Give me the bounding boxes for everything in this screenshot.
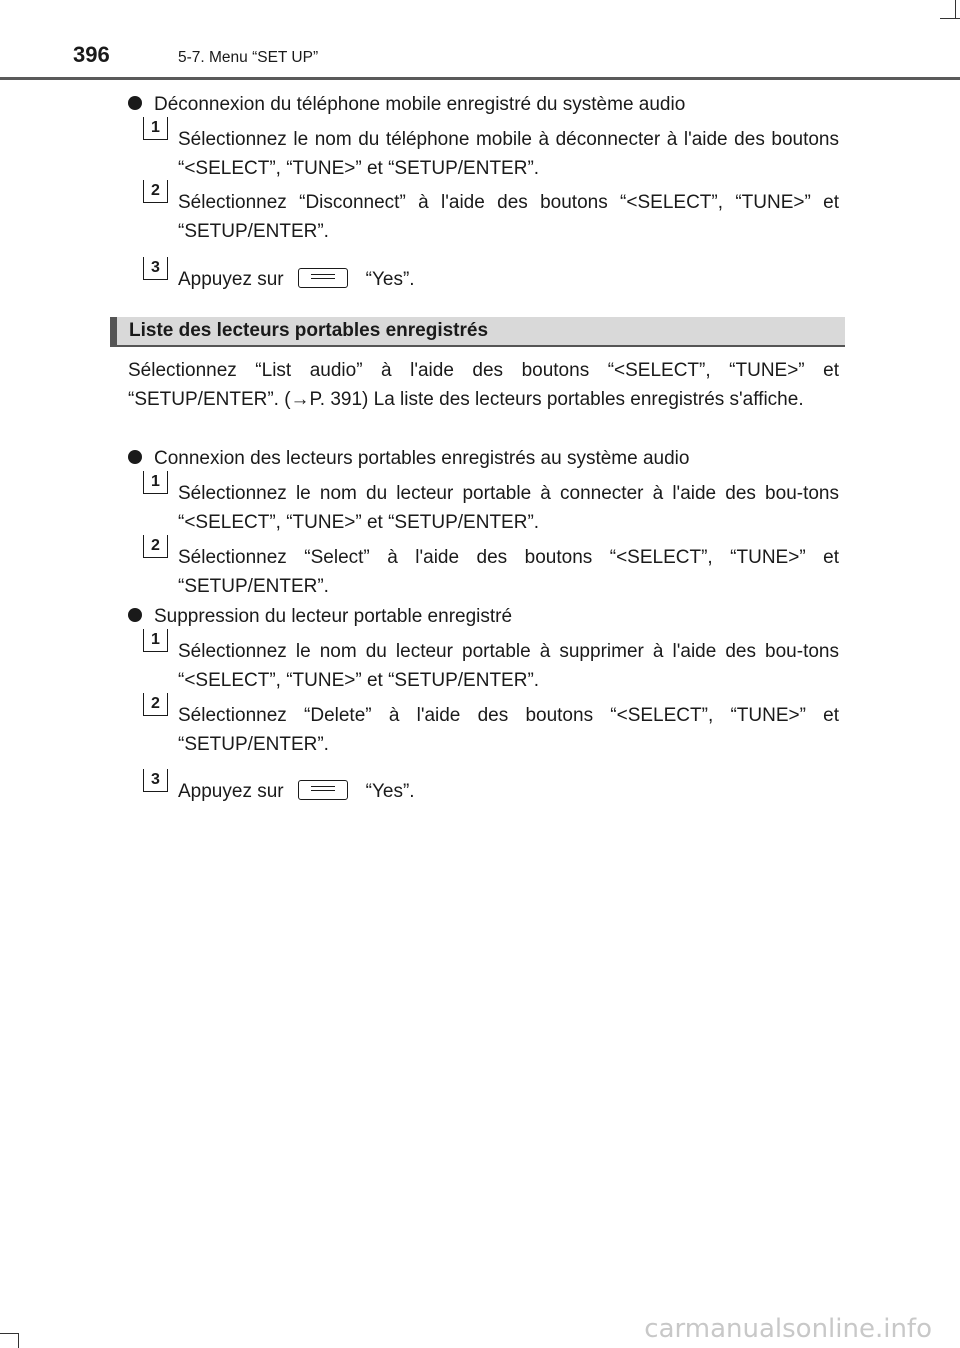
bullet-delete xyxy=(128,603,512,631)
watermark: carmanualsonline.info xyxy=(644,1314,932,1344)
step-text: Sélectionnez “Disconnect” à l'aide des boutons “<SELECT”, “TUNE>” et “SETUP/ENTER”. xyxy=(178,192,839,242)
back-button-icon xyxy=(298,268,348,288)
back-button-icon xyxy=(298,780,348,800)
step-text: Sélectionnez le nom du lecteur portable à connecter à l'aide des bou-tons “<SELECT”, “TUNE>” et “SETUP/ENTER”. xyxy=(178,483,839,533)
step-1 xyxy=(143,631,839,695)
step-number: 1 xyxy=(143,471,168,494)
step-number: 3 xyxy=(143,769,168,792)
step-3 xyxy=(143,771,839,807)
bullet-dot-icon xyxy=(128,608,142,622)
bullet-text: Déconnexion du téléphone mobile enregistré du système audio xyxy=(154,94,686,115)
step-2 xyxy=(143,695,839,759)
bullet-connect xyxy=(128,445,689,473)
bullet-text: Connexion des lecteurs portables enregistrés au système audio xyxy=(154,448,690,469)
step-number: 1 xyxy=(143,629,168,652)
page-number: 396 xyxy=(73,42,110,67)
bullet-text: Suppression du lecteur portable enregistré xyxy=(154,606,513,627)
crop-mark xyxy=(18,1333,19,1348)
step-number: 1 xyxy=(143,117,168,140)
crop-mark xyxy=(0,1333,18,1334)
step-number: 2 xyxy=(143,180,168,203)
step-1 xyxy=(143,119,839,183)
step-2 xyxy=(143,537,839,601)
bullet-disconnect xyxy=(128,91,685,119)
step-text-before: Appuyez sur xyxy=(178,781,284,802)
crop-mark xyxy=(955,0,956,18)
intro-paragraph: Sélectionnez “List audio” à l'aide des boutons “<SELECT”, “TUNE>” et “SETUP/ENTER”. (→P. 391) La liste des lecteurs portables enregistrés s'affiche. xyxy=(128,360,839,410)
step-text: Sélectionnez le nom du téléphone mobile à déconnecter à l'aide des boutons “<SELECT”, “TUNE>” et “SETUP/ENTER”. xyxy=(178,129,839,179)
step-2 xyxy=(143,182,839,246)
step-text: Sélectionnez “Select” à l'aide des boutons “<SELECT”, “TUNE>” et “SETUP/ENTER”. xyxy=(178,547,839,597)
step-number: 2 xyxy=(143,693,168,716)
step-number: 2 xyxy=(143,535,168,558)
step-text: Sélectionnez le nom du lecteur portable à supprimer à l'aide des bou-tons “<SELECT”, “TUNE>” et “SETUP/ENTER”. xyxy=(178,641,839,691)
step-text-after: “Yes”. xyxy=(365,269,415,290)
step-3 xyxy=(143,259,839,295)
step-text: Sélectionnez “Delete” à l'aide des boutons “<SELECT”, “TUNE>” et “SETUP/ENTER”. xyxy=(178,705,839,755)
step-1 xyxy=(143,473,839,537)
step-text-before: Appuyez sur xyxy=(178,269,284,290)
header-rule xyxy=(0,77,960,80)
bullet-dot-icon xyxy=(128,96,142,110)
section-banner xyxy=(110,317,845,347)
bullet-dot-icon xyxy=(128,450,142,464)
step-number: 3 xyxy=(143,257,168,280)
crop-mark xyxy=(940,18,960,19)
section-title: 5-7. Menu “SET UP” xyxy=(178,49,319,66)
banner-title: Liste des lecteurs portables enregistrés xyxy=(129,320,489,341)
step-text-after: “Yes”. xyxy=(365,781,415,802)
